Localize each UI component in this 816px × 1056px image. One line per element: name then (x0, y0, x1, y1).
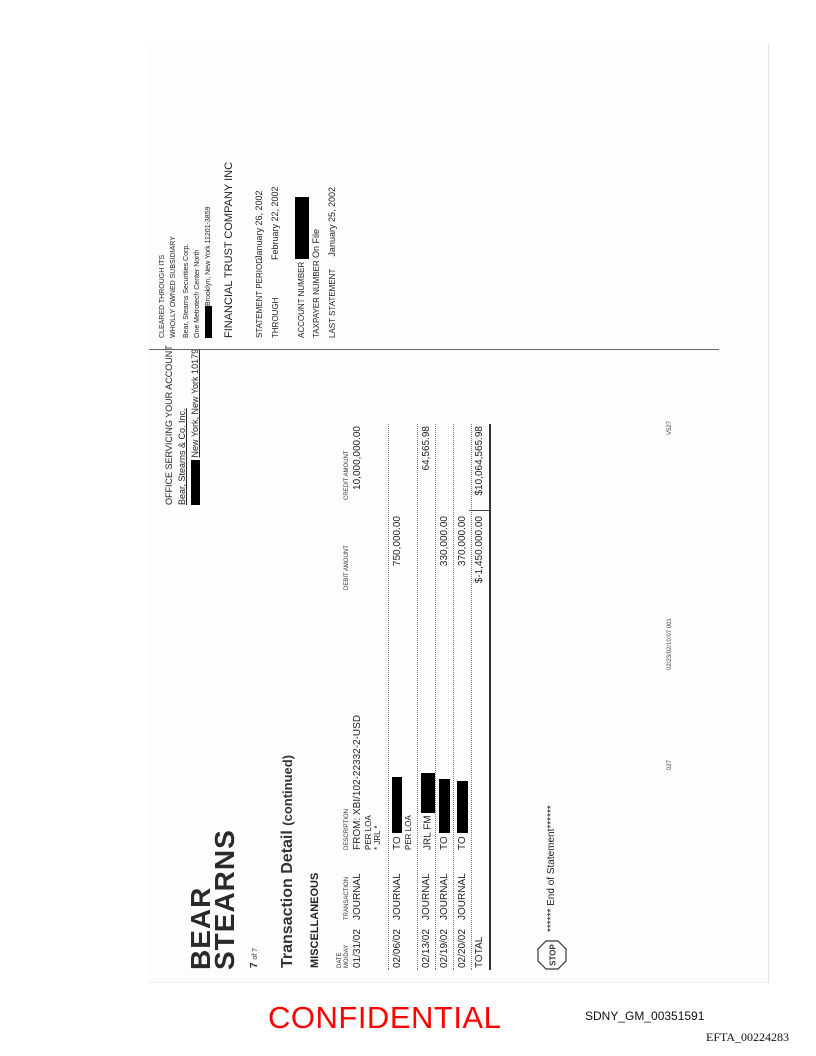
row-3-description (421, 773, 435, 850)
stop-sign-label: STOP (548, 944, 558, 966)
section-subtitle: MISCELLANEOUS (309, 872, 321, 968)
last-statement-label: LAST STATEMENT (328, 268, 337, 338)
statement-period-from-value: January 26, 2002 (254, 190, 264, 260)
statement-rotated (149, 110, 749, 970)
office-line-2: Bear, Stearns & Co. Inc. (177, 408, 187, 505)
redaction (439, 780, 450, 834)
col-header-debit: DEBIT AMOUNT (344, 545, 350, 590)
row-2-sub1: PER LOA (404, 815, 413, 850)
taxpayer-number (311, 229, 321, 338)
footer-code-2: 02/23/02/10:07 001 (667, 618, 673, 670)
row-4-debit: 330,000.00 (439, 516, 450, 567)
page-number-value: 7 (249, 962, 260, 968)
row-3-credit: 64,565.98 (421, 426, 432, 471)
address-line-3-text: Brooklyn, New York 11201-3859 (205, 206, 212, 306)
row-2-description-text: TO (392, 836, 403, 850)
row-1-date: 01/31/02 (352, 929, 363, 968)
through-label: THROUGH (271, 297, 280, 338)
stop-sign-icon (537, 940, 567, 970)
logo-line-2: STEARNS (209, 829, 240, 970)
row-divider (453, 424, 454, 970)
statement-period-to-value: February 22, 2002 (270, 186, 280, 260)
col-header-date (337, 945, 351, 968)
last-statement (327, 187, 337, 338)
efta-number: EFTA_00224283 (706, 1030, 790, 1044)
col-header-date-top: DATE (337, 952, 343, 968)
redaction (392, 778, 402, 834)
section-title-text: Transaction Detail (279, 830, 296, 968)
row-4-transaction: JOURNAL (439, 873, 450, 920)
redaction (457, 782, 468, 834)
logo-line-1: BEAR (185, 886, 216, 970)
taxpayer-number-value: On File (311, 228, 321, 258)
row-5-description (457, 782, 468, 851)
page-number-of: of 7 (252, 947, 259, 960)
total-separator (469, 510, 489, 511)
row-3-transaction: JOURNAL (421, 873, 432, 920)
office-line-3-text: New York, New York 10179 (190, 348, 200, 458)
taxpayer-number-label: TAXPAYER NUMBER (312, 260, 321, 338)
row-3-date: 02/13/02 (421, 929, 432, 968)
row-1-sub2: * JRL * (373, 825, 382, 850)
cleared-line-2: WHOLLY OWNED SUBSIDIARY (170, 236, 177, 338)
row-1-credit: 10,000,000.00 (352, 426, 363, 490)
redaction (191, 460, 200, 505)
total-label: TOTAL (474, 936, 485, 968)
cleared-line-1: CLEARED THROUGH ITS (159, 254, 166, 338)
account-number-label-text: ACCOUNT NUMBER (297, 261, 307, 338)
address-line-2: One Metrotech Center North (194, 249, 201, 338)
row-2-description (392, 778, 403, 851)
row-divider (417, 424, 418, 970)
redaction (421, 773, 435, 813)
last-statement-value: January 25, 2002 (327, 187, 337, 257)
total-rule (489, 424, 491, 970)
row-divider (388, 424, 389, 970)
row-1-transaction: JOURNAL (352, 873, 363, 920)
office-line-1: OFFICE SERVICING YOUR ACCOUNT (164, 345, 174, 505)
row-4-description-text: TO (439, 836, 451, 850)
row-2-date: 02/06/02 (392, 929, 403, 968)
confidential-stamp: CONFIDENTIAL (268, 1000, 502, 1035)
total-debit: $-1,450,000.00 (474, 516, 485, 584)
statement-period-from (254, 190, 264, 260)
column-divider (149, 349, 719, 350)
row-divider (471, 424, 472, 970)
row-2-debit: 750,000.00 (392, 516, 403, 567)
col-header-description: DESCRIPTION (344, 808, 350, 850)
office-servicing (163, 345, 202, 505)
row-5-description-text: TO (457, 836, 469, 850)
page-number (249, 948, 260, 968)
statement-period-label: STATEMENT PERIOD (255, 257, 264, 338)
row-5-debit: 370,000.00 (457, 516, 468, 567)
row-5-date: 02/20/02 (457, 929, 468, 968)
redaction (205, 306, 212, 338)
row-5-transaction: JOURNAL (457, 873, 468, 920)
redaction (295, 197, 309, 259)
row-4-date: 02/19/02 (439, 929, 450, 968)
footer-code-1: 027 (667, 759, 673, 770)
row-3-description-text: JRL FM (422, 815, 434, 850)
total-credit: $10,064,565.98 (474, 426, 485, 496)
account-number-label (295, 197, 309, 338)
bates-number: SDNY_GM_00351591 (585, 1009, 705, 1023)
company-name: FINANCIAL TRUST COMPANY INC (223, 161, 235, 338)
footer-code-3: V527 (667, 420, 673, 435)
row-4-description (439, 780, 450, 851)
row-2-transaction: JOURNAL (392, 873, 403, 920)
col-header-credit: CREDIT AMOUNT (344, 450, 350, 500)
row-1-description: FROM: XBI/102-22332-2-USD (352, 714, 363, 850)
col-header-transaction: TRANSACTION (344, 876, 350, 920)
col-header-date-bottom: MO/DAY (344, 944, 350, 968)
section-title (279, 755, 297, 968)
office-line-3 (189, 345, 202, 505)
statement-period-to (270, 186, 280, 260)
row-1-sub1: PER LOA (364, 815, 373, 850)
bear-stearns-logo (185, 829, 240, 970)
address-line-3 (203, 207, 214, 339)
clearing-info (157, 207, 214, 339)
row-divider (435, 424, 436, 970)
end-of-statement: ****** End of Statement****** (546, 805, 557, 932)
address-line-1: Bear, Stearns Securities Corp. (183, 243, 190, 338)
section-continued: (continued) (280, 754, 295, 826)
